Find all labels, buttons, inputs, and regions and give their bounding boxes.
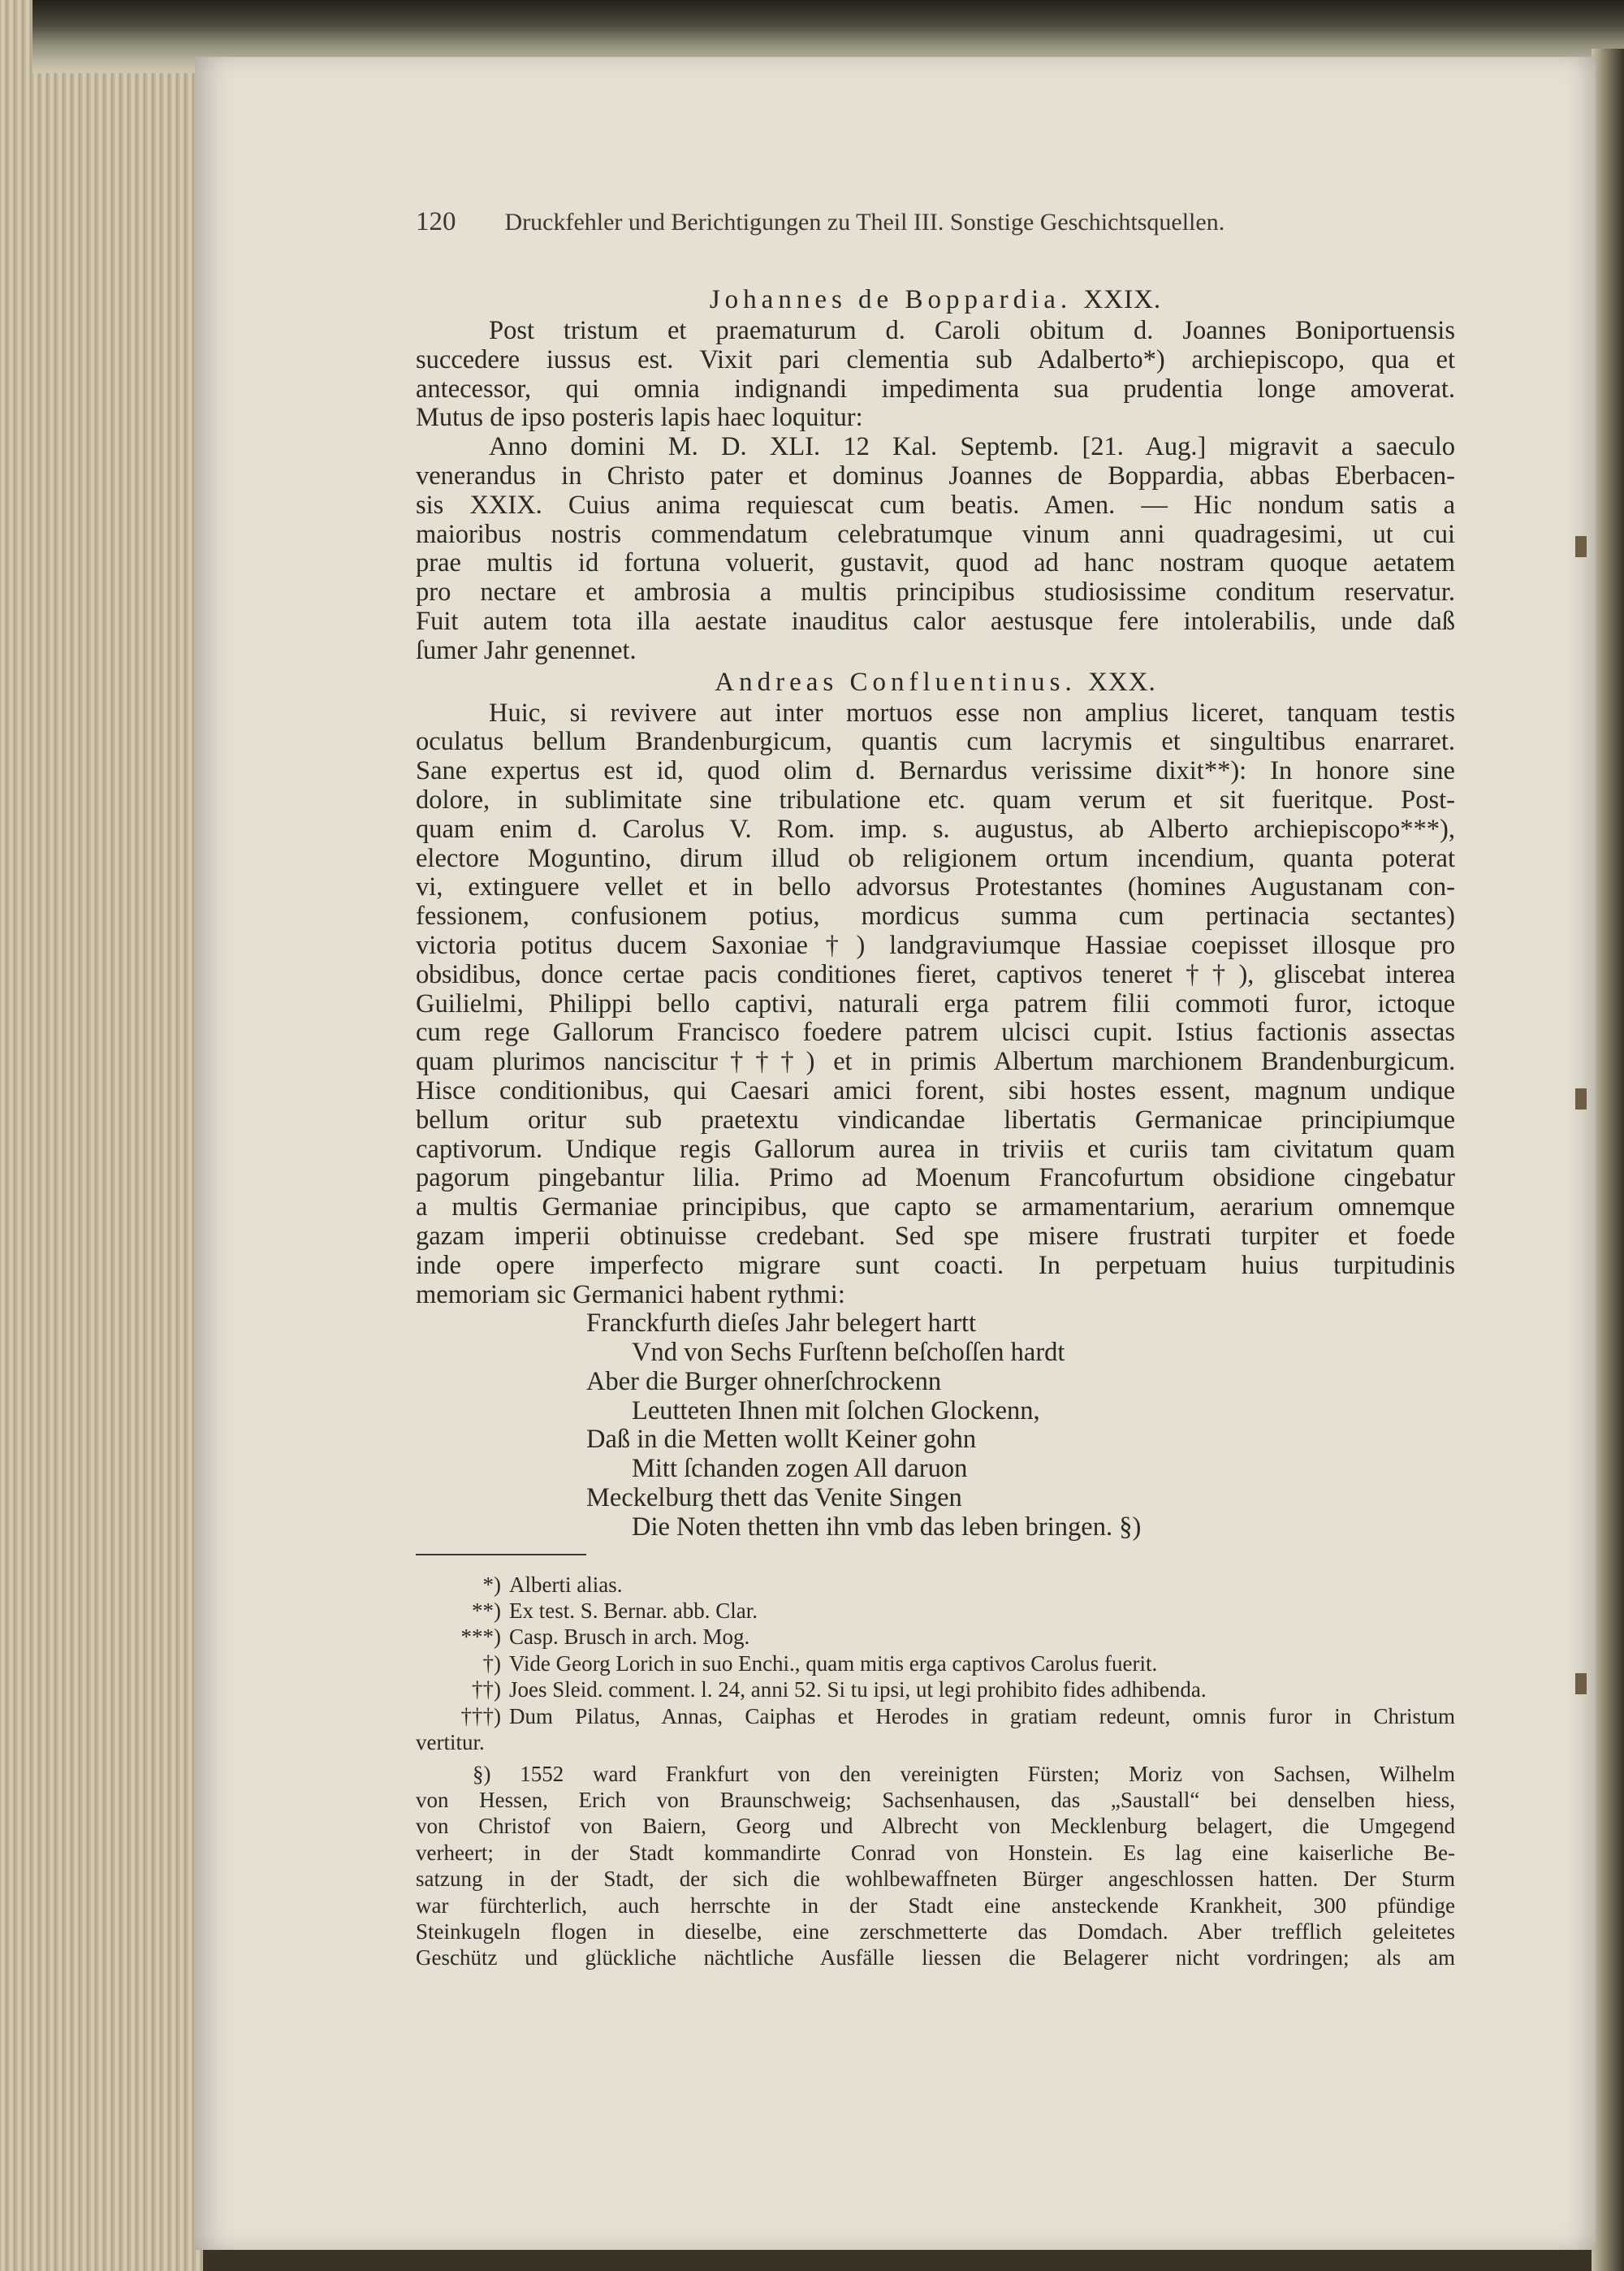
text-line: Hisce conditionibus, qui Caesari amici forent, sibi hostes essent, magnum undique — [416, 1075, 1455, 1105]
text-line: captivorum. Undique regis Gallorum aurea in triviis et curiis tam civitatum quam — [416, 1134, 1455, 1164]
text-line: satzung in der Stadt, der sich die wohlbewaffneten Bürger angeschlossen hatten. Der Sturm — [416, 1867, 1455, 1892]
text-line: Sane expertus est id, quod olim d. Bernardus verissime dixit**): In honore sine — [416, 756, 1455, 786]
footnote-text: Dum Pilatus, Annas, Caiphas et Herodes in gratiam redeunt, omnis furor in Christum — [509, 1703, 1455, 1728]
footnote-mark: †) — [482, 1650, 501, 1676]
text-line: antecessor, qui omnia indignandi impedimenta sua prudentia longe amoverat. — [416, 374, 1455, 404]
poem-line: Daß in die Metten wollt Keiner gohn — [586, 1425, 977, 1455]
text-line: inde opere imperfecto migrare sunt coacti. In perpetuam huius turpitudinis — [416, 1250, 1455, 1280]
section-30-text — [416, 699, 1455, 1310]
poem-line: Mitt ſchanden zogen All daruon — [632, 1454, 968, 1484]
text-line: Post tristum et praematurum d. Caroli obitum d. Joannes Boniportuensis — [489, 316, 1455, 345]
running-head-title: Druckfehler und Berichtigungen zu Theil III. Sonstige Geschichtsquellen. — [504, 209, 1225, 236]
footnote-mark: ***) — [460, 1624, 501, 1650]
text-line: succedere iussus est. Vixit pari clementia sub Adalberto*) archiepiscopo, qua et — [416, 344, 1455, 374]
poem-line: Franckfurth dieſes Jahr belegert hartt — [586, 1309, 977, 1339]
page-content — [416, 207, 1455, 1971]
text-line: dolore, in sublimitate sine tribulatione etc. quam verum et sit fueritque. Post- — [416, 785, 1455, 815]
text-line: Geschütz und glückliche nächtliche Ausfälle liessen die Belagerer nicht vordringen; als am — [416, 1945, 1455, 1970]
footnote-mark: *) — [482, 1572, 501, 1597]
text-line: venerandus in Christo pater et dominus Joannes de Boppardia, abbas Eberbacen- — [416, 461, 1455, 491]
section-heading-name: Johannes de Boppardia. — [709, 285, 1073, 314]
footnote-continuation: vertitur. — [416, 1730, 485, 1755]
text-line: von Hessen, Erich von Braunschweig; Sachsenhausen, das „Saustall“ bei denselben hiess, — [416, 1787, 1455, 1812]
page-number: 120 — [416, 207, 456, 236]
text-line: Steinkugeln flogen in dieselbe, eine zerschmetterte das Domdach. Aber trefflich geleitetes — [416, 1918, 1455, 1944]
text-line: victoria potitus ducem Saxoniae†) landgraviumque Hassiae coepisset illosque pro — [416, 930, 1455, 960]
text-line: quam plurimos nanciscitur†††) et in primis Albertum marchionem Brandenburgicum. — [416, 1047, 1455, 1077]
footnote-divider — [416, 1554, 586, 1555]
footnote — [416, 1703, 1455, 1729]
poem-line: Vnd von Sechs Furſtenn beſchoſſen hardt — [632, 1338, 1065, 1368]
text-line: fessionem, confusionem potius, mordicus summa cum pertinacia sectantes) — [416, 902, 1455, 932]
page-tab-marker — [1575, 1673, 1587, 1694]
text-line: obsidibus, donce certae pacis conditiones fieret, captivos teneret††), gliscebat interea — [416, 959, 1455, 989]
footnote — [416, 1624, 1455, 1650]
text-line: bellum oritur sub praetextu vindicandae libertatis Germanicae principiumque — [416, 1105, 1455, 1135]
page-tab-marker — [1575, 536, 1587, 557]
text-line: gazam imperii obtinuisse credebant. Sed spe misere frustrati turpiter et foede — [416, 1221, 1455, 1251]
text-line: prae multis id fortuna voluerit, gustavit, quod ad hanc nostram quoque aetatem — [416, 548, 1455, 578]
text-line: war fürchterlich, auch herrschte in der Stadt eine ansteckende Krankheit, 300 pfündige — [416, 1892, 1455, 1918]
text-line: pro nectare et ambrosia a multis principibus studiosissime conditum reservatur. — [416, 577, 1455, 608]
section-heading-number: XXX. — [1087, 667, 1156, 697]
text-line: electore Moguntino, dirum illud ob religionem ortum incendium, quanta poterat — [416, 843, 1455, 873]
poem-line: Meckelburg thett das Venite Singen — [586, 1483, 962, 1513]
section-heading-29 — [416, 285, 1455, 315]
text-line: ſumer Jahr genennet. — [416, 635, 637, 665]
footnote-text: Ex test. S. Bernar. abb. Clar. — [509, 1598, 758, 1624]
footnote — [416, 1572, 1455, 1598]
text-line: a multis Germaniae principibus, que capto se armamentarium, aerarium omnemque — [416, 1192, 1455, 1222]
footnote-mark: †††) — [460, 1703, 501, 1728]
footnote-text: Vide Georg Lorich in suo Enchi., quam mitis erga captivos Carolus fuerit. — [509, 1650, 1158, 1676]
footnote-mark: §) — [473, 1761, 491, 1786]
poem-line: Aber die Burger ohnerſchrockenn — [586, 1366, 942, 1396]
running-head — [416, 207, 1455, 254]
footnote-mark: **) — [472, 1598, 501, 1624]
text-line: oculatus bellum Brandenburgicum, quantis cum lacrymis et singultibus enarraret. — [416, 727, 1455, 757]
text-line: memoriam sic Germanici habent rythmi: — [416, 1279, 845, 1309]
section-heading-number: XXIX. — [1083, 285, 1162, 314]
text-line: Fuit autem tota illa aestate inauditus calor aestusque fere intolerabilis, unde daß — [416, 606, 1455, 636]
text-line: vi, extinguere vellet et in bello advorsus Protestantes (homines Augustanam con- — [416, 872, 1455, 902]
poem-rythmi — [586, 1309, 1455, 1542]
text-line: von Christof von Baiern, Georg und Albrecht von Mecklenburg belagert, die Umgegend — [416, 1814, 1455, 1839]
page-edges-left — [0, 0, 203, 2271]
long-footnote — [416, 1761, 1455, 1971]
page-tab-marker — [1575, 1088, 1587, 1110]
text-line: 1552 ward Frankfurt von den vereinigten Fürsten; Moriz von Sachsen, Wilhelm — [520, 1761, 1456, 1786]
text-line: pagorum pingebantur lilia. Primo ad Moenum Francofurtum obsidione cingebatur — [416, 1163, 1455, 1193]
text-line: quam enim d. Carolus V. Rom. imp. s. augustus, ab Alberto archiepiscopo***), — [416, 814, 1455, 844]
footnote-mark: ††) — [472, 1677, 501, 1702]
text-line: verheert; in der Stadt kommandirte Conrad von Honstein. Es lag eine kaiserliche Be- — [416, 1840, 1455, 1865]
text-line: Huic, si revivere aut inter mortuos esse non amplius liceret, tanquam testis — [489, 698, 1455, 728]
footnotes — [416, 1572, 1455, 1971]
long-footnote-first-line — [416, 1761, 1455, 1787]
text-line: sis XXIX. Cuius anima requiescat cum beatis. Amen. — Hic nondum satis a — [416, 490, 1455, 520]
footnote — [416, 1598, 1455, 1624]
footnote — [416, 1676, 1455, 1702]
footnote-text: Alberti alias. — [509, 1572, 623, 1597]
text-line: maioribus nostris commendatum celebratumque vinum anni quadragesimi, ut cui — [416, 519, 1455, 549]
text-line: Guilielmi, Philippi bello captivi, naturali erga patrem filii commoti furor, ictoque — [416, 988, 1455, 1019]
section-29-text — [416, 317, 1455, 666]
footnote — [416, 1650, 1455, 1676]
poem-line: Leutteten Ihnen mit ſolchen Glockenn, — [632, 1395, 1040, 1425]
section-heading-30 — [416, 668, 1455, 698]
text-line: cum rege Gallorum Francisco foedere patrem ulcisci cupit. Istius factionis assectas — [416, 1018, 1455, 1048]
text-line: Anno domini M. D. XLI. 12 Kal. Septemb. [21. Aug.] migravit a saeculo — [489, 432, 1455, 462]
text-line: Mutus de ipso posteris lapis haec loquitur: — [416, 403, 863, 433]
page-edges-right — [1592, 49, 1624, 2271]
footnote-text: Casp. Brusch in arch. Mog. — [509, 1624, 750, 1650]
footnote-text: Joes Sleid. comment. l. 24, anni 52. Si tu ipsi, ut legi prohibito fides adhibenda. — [509, 1677, 1207, 1702]
poem-line: Die Noten thetten ihn vmb das leben bringen. §) — [632, 1512, 1142, 1542]
section-heading-name: Andreas Confluentinus. — [715, 667, 1077, 697]
